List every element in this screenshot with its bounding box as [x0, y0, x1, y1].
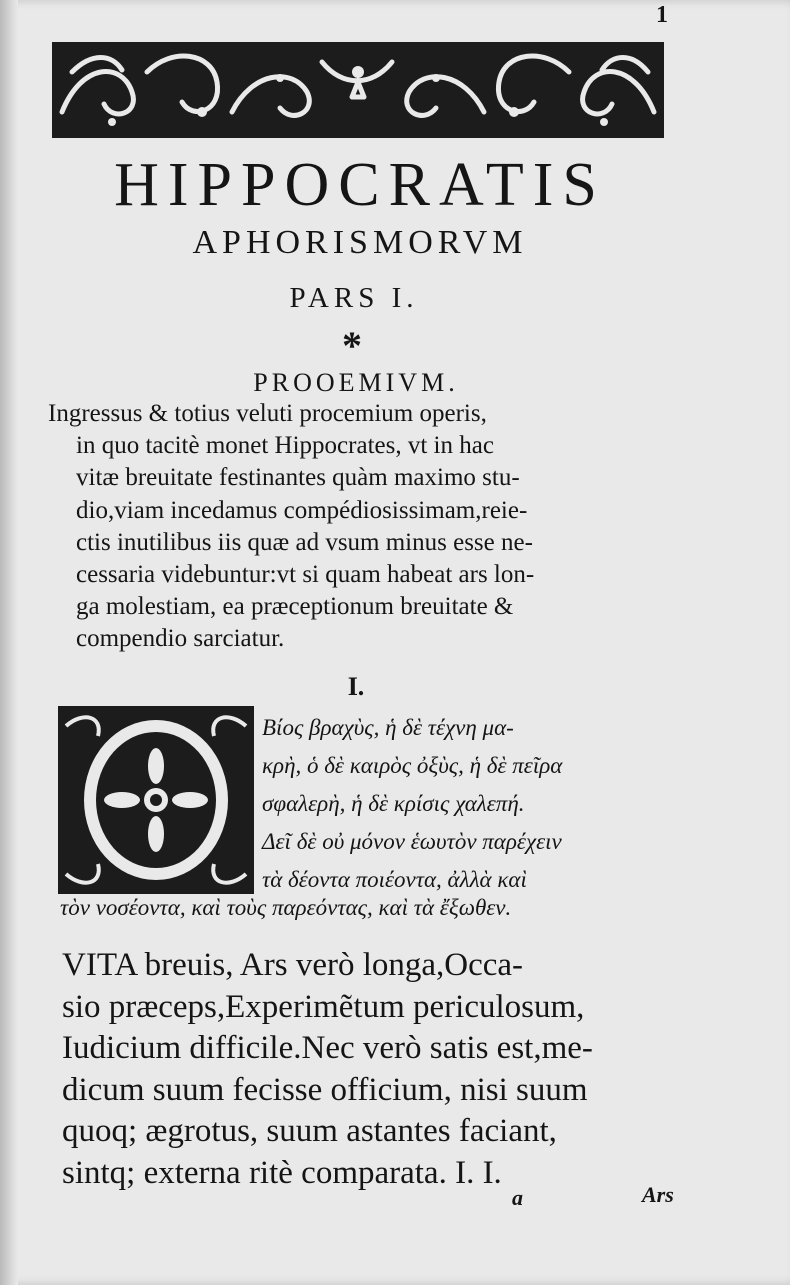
prooemium-line: ga molestiam, ea præceptionum breuitate &	[76, 593, 514, 621]
part-heading: PARS I.	[289, 282, 419, 314]
signature-mark: a	[512, 1185, 523, 1210]
prooemium-text	[48, 398, 680, 656]
greek-line: κρὴ, ὁ δὲ καιρὸς ὀξὺς, ἡ δὲ πεῖρα	[262, 753, 563, 778]
floral-headpiece-ornament	[52, 42, 664, 138]
book-title: HIPPOCRATIS	[114, 151, 606, 219]
latin-line: Iudicium difficile.Nec verò satis est,me-	[62, 1030, 593, 1066]
latin-line: VITA breuis, Ars verò longa,Occa-	[62, 947, 524, 983]
prooemium-heading: PROOEMIVM.	[253, 368, 459, 397]
initial-letter: O	[156, 800, 157, 801]
latin-line: dicum suum fecisse officium, nisi suum	[62, 1071, 588, 1108]
prooemium-line: ctis inutilibus iis quæ ad vsum minus esse ne-	[76, 528, 533, 556]
aphorism-number: I.	[347, 672, 365, 701]
folio-number: 1	[656, 2, 668, 28]
greek-line: σφαλερὴ, ἡ δὲ κρίσις χαλεπή.	[262, 791, 525, 816]
greek-line: τὰ δέοντα ποιέοντα, ἀλλὰ καὶ	[262, 867, 527, 892]
latin-aphorism-text	[62, 945, 690, 1194]
prooemium-line: Ingressus & totius veluti procemium operis,	[48, 400, 487, 427]
prooemium-line: cessaria videbuntur:vt si quam habeat ars lon-	[76, 561, 535, 589]
asterism-ornament: *	[342, 323, 362, 368]
prooemium-line: vitæ breuitate festinantes quàm maximo stu-	[76, 464, 520, 492]
prooemium-line: in quo tacitè monet Hippocrates, vt in hac	[76, 432, 494, 460]
prooemium-line: dio,viam incedamus compédiosissimam,reie-	[76, 496, 528, 524]
greek-line: Βίος βραχὺς, ἡ δὲ τέχνη μα-	[262, 715, 514, 740]
greek-line: Δεῖ δὲ οὐ μόνον ἑωυτὸν παρέχειν	[262, 829, 562, 854]
catchword: Ars	[642, 1182, 674, 1207]
latin-line: sio præceps,Experimẽtum periculosum,	[62, 988, 585, 1025]
prooemium-line: compendio sarciatur.	[76, 625, 285, 653]
latin-line: quoq; ægrotus, suum astantes faciant,	[62, 1113, 557, 1149]
latin-line: sintq; externa ritè comparata. I. I.	[62, 1154, 502, 1191]
greek-last-line: τὸν νοσέοντα, καὶ τοὺς παρεόντας, καὶ τὰ ἔξωθεν.	[60, 895, 512, 920]
book-subtitle: APHORISMORVM	[192, 224, 528, 261]
decorated-initial-o	[58, 706, 254, 894]
